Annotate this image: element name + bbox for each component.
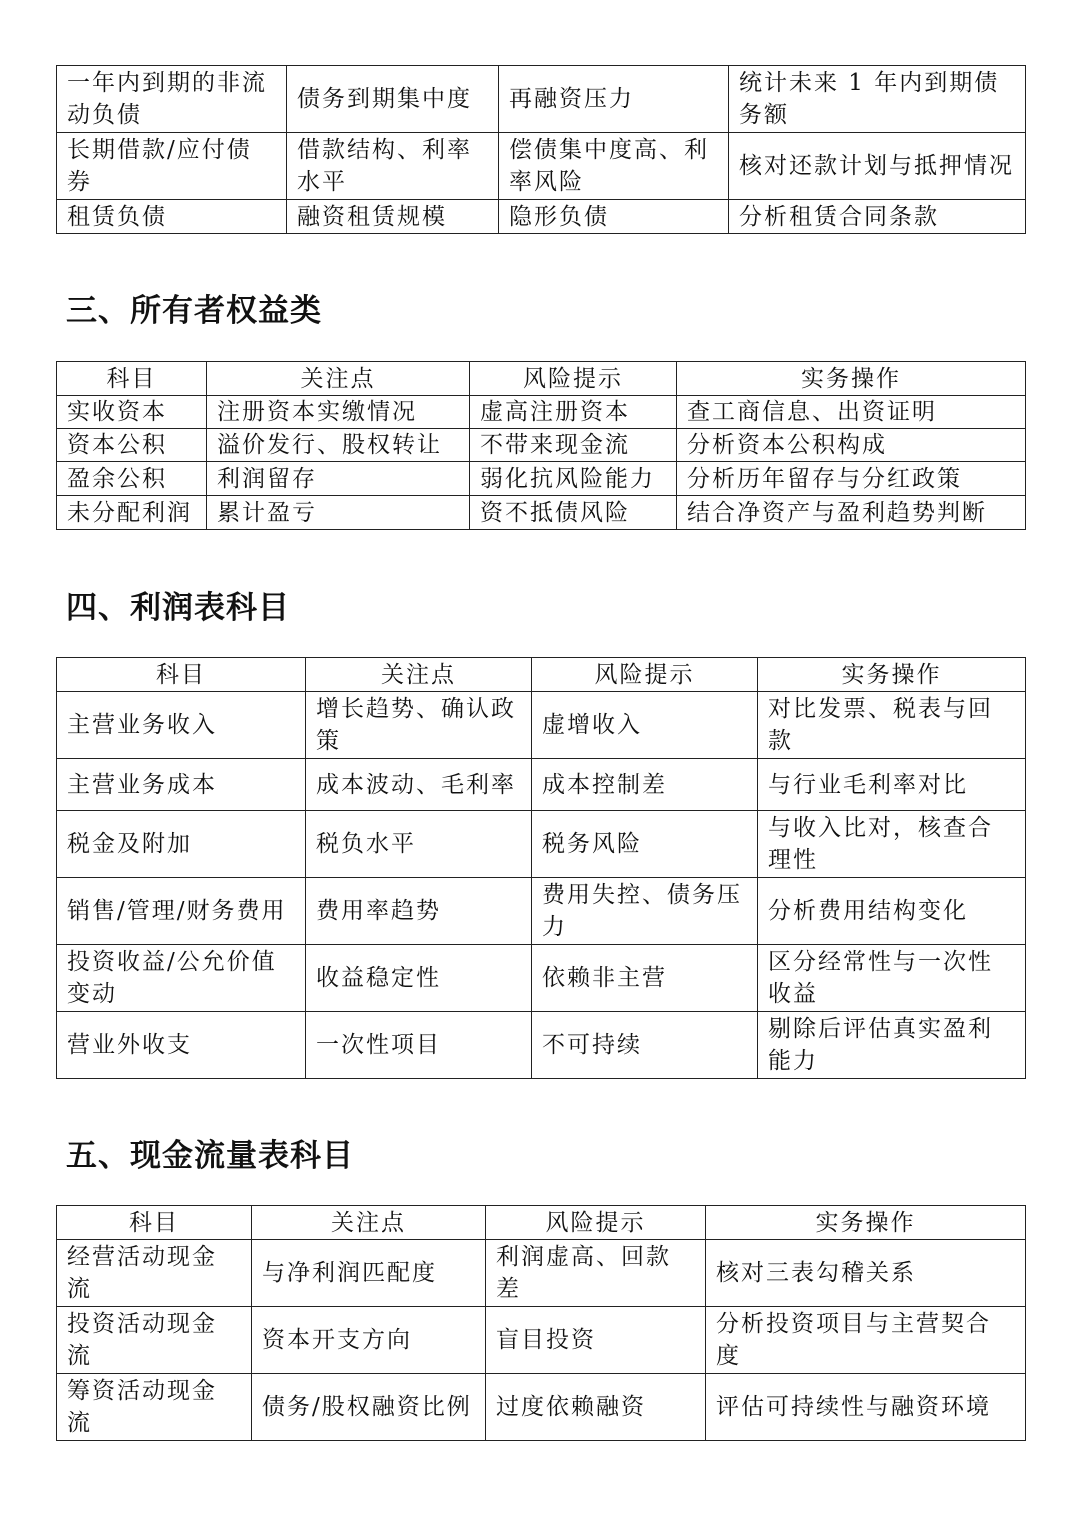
column-header: 实务操作	[706, 1206, 1026, 1240]
table-cell: 分析资本公积构成	[677, 429, 1026, 462]
table-cell: 盈余公积	[57, 462, 207, 496]
table-cell: 过度依赖融资	[486, 1374, 706, 1441]
table-cell: 利润虚高、回款差	[486, 1240, 706, 1307]
table-row	[57, 945, 1026, 1012]
table-cell: 不可持续	[532, 1012, 758, 1079]
table-header-row	[57, 658, 1026, 692]
table-cell: 与收入比对，核查合理性	[758, 811, 1026, 878]
table-cell: 结合净资产与盈利趋势判断	[677, 496, 1026, 530]
table-cell: 主营业务收入	[57, 692, 306, 759]
table-cell: 弱化抗风险能力	[470, 462, 677, 496]
table-cell: 筹资活动现金流	[57, 1374, 252, 1441]
table-cell: 溢价发行、股权转让	[207, 429, 470, 462]
table-cell: 虚增收入	[532, 692, 758, 759]
table-row	[57, 429, 1026, 462]
table-cell: 对比发票、税表与回款	[758, 692, 1026, 759]
liabilities-table	[56, 65, 1026, 234]
table-cell: 投资活动现金流	[57, 1307, 252, 1374]
table-cell: 虚高注册资本	[470, 396, 677, 429]
column-header: 实务操作	[677, 362, 1026, 396]
table-cell: 分析投资项目与主营契合度	[706, 1307, 1026, 1374]
table-cell: 累计盈亏	[207, 496, 470, 530]
table-row	[57, 200, 1026, 234]
table-cell: 偿债集中度高、利率风险	[499, 133, 729, 200]
table-cell: 税金及附加	[57, 811, 306, 878]
table-cell: 收益稳定性	[306, 945, 532, 1012]
table-header-row	[57, 362, 1026, 396]
column-header: 关注点	[252, 1206, 486, 1240]
table-cell: 查工商信息、出资证明	[677, 396, 1026, 429]
section-title-income-statement: 四、利润表科目	[66, 590, 290, 626]
table-cell: 资不抵债风险	[470, 496, 677, 530]
table-cell: 税负水平	[306, 811, 532, 878]
table-cell: 成本控制差	[532, 759, 758, 811]
table-cell: 成本波动、毛利率	[306, 759, 532, 811]
table-cell: 分析租赁合同条款	[729, 200, 1026, 234]
table-cell: 注册资本实缴情况	[207, 396, 470, 429]
section-title-cash-flow: 五、现金流量表科目	[66, 1138, 354, 1174]
table-cell: 隐形负债	[499, 200, 729, 234]
table-cell: 分析费用结构变化	[758, 878, 1026, 945]
table-cell: 一年内到期的非流动负债	[57, 66, 287, 133]
table-row	[57, 692, 1026, 759]
table-row	[57, 759, 1026, 811]
table-cell: 核对还款计划与抵押情况	[729, 133, 1026, 200]
table-cell: 债务/股权融资比例	[252, 1374, 486, 1441]
cash-flow-table	[56, 1205, 1026, 1441]
table-cell: 一次性项目	[306, 1012, 532, 1079]
income-statement-table	[56, 657, 1026, 1079]
table-cell: 分析历年留存与分红政策	[677, 462, 1026, 496]
table-cell: 经营活动现金流	[57, 1240, 252, 1307]
table-cell: 借款结构、利率水平	[287, 133, 499, 200]
table-row	[57, 811, 1026, 878]
table-cell: 利润留存	[207, 462, 470, 496]
column-header: 实务操作	[758, 658, 1026, 692]
column-header: 科目	[57, 658, 306, 692]
table-cell: 费用率趋势	[306, 878, 532, 945]
table-cell: 盲目投资	[486, 1307, 706, 1374]
table-cell: 投资收益/公允价值变动	[57, 945, 306, 1012]
table-header-row	[57, 1206, 1026, 1240]
table-cell: 实收资本	[57, 396, 207, 429]
column-header: 风险提示	[470, 362, 677, 396]
table-cell: 销售/管理/财务费用	[57, 878, 306, 945]
table-row	[57, 1374, 1026, 1441]
table-cell: 租赁负债	[57, 200, 287, 234]
column-header: 风险提示	[486, 1206, 706, 1240]
table-cell: 债务到期集中度	[287, 66, 499, 133]
table-cell: 税务风险	[532, 811, 758, 878]
table-row	[57, 1240, 1026, 1307]
column-header: 风险提示	[532, 658, 758, 692]
table-cell: 剔除后评估真实盈利能力	[758, 1012, 1026, 1079]
table-cell: 费用失控、债务压力	[532, 878, 758, 945]
table-cell: 核对三表勾稽关系	[706, 1240, 1026, 1307]
table-cell: 与行业毛利率对比	[758, 759, 1026, 811]
table-row	[57, 1307, 1026, 1374]
table-cell: 统计未来 1 年内到期债务额	[729, 66, 1026, 133]
table-cell: 不带来现金流	[470, 429, 677, 462]
table-cell: 依赖非主营	[532, 945, 758, 1012]
table-row	[57, 1012, 1026, 1079]
table-cell: 资本开支方向	[252, 1307, 486, 1374]
table-row	[57, 462, 1026, 496]
table-cell: 增长趋势、确认政策	[306, 692, 532, 759]
table-row	[57, 66, 1026, 133]
column-header: 关注点	[207, 362, 470, 396]
table-cell: 评估可持续性与融资环境	[706, 1374, 1026, 1441]
table-row	[57, 396, 1026, 429]
table-row	[57, 878, 1026, 945]
section-title-equity: 三、所有者权益类	[66, 293, 322, 329]
table-cell: 营业外收支	[57, 1012, 306, 1079]
equity-table	[56, 361, 1026, 530]
table-cell: 融资租赁规模	[287, 200, 499, 234]
table-cell: 再融资压力	[499, 66, 729, 133]
column-header: 科目	[57, 362, 207, 396]
table-cell: 主营业务成本	[57, 759, 306, 811]
table-cell: 区分经常性与一次性收益	[758, 945, 1026, 1012]
table-cell: 资本公积	[57, 429, 207, 462]
table-row	[57, 133, 1026, 200]
table-cell: 长期借款/应付债券	[57, 133, 287, 200]
table-cell: 未分配利润	[57, 496, 207, 530]
table-cell: 与净利润匹配度	[252, 1240, 486, 1307]
column-header: 关注点	[306, 658, 532, 692]
table-row	[57, 496, 1026, 530]
column-header: 科目	[57, 1206, 252, 1240]
